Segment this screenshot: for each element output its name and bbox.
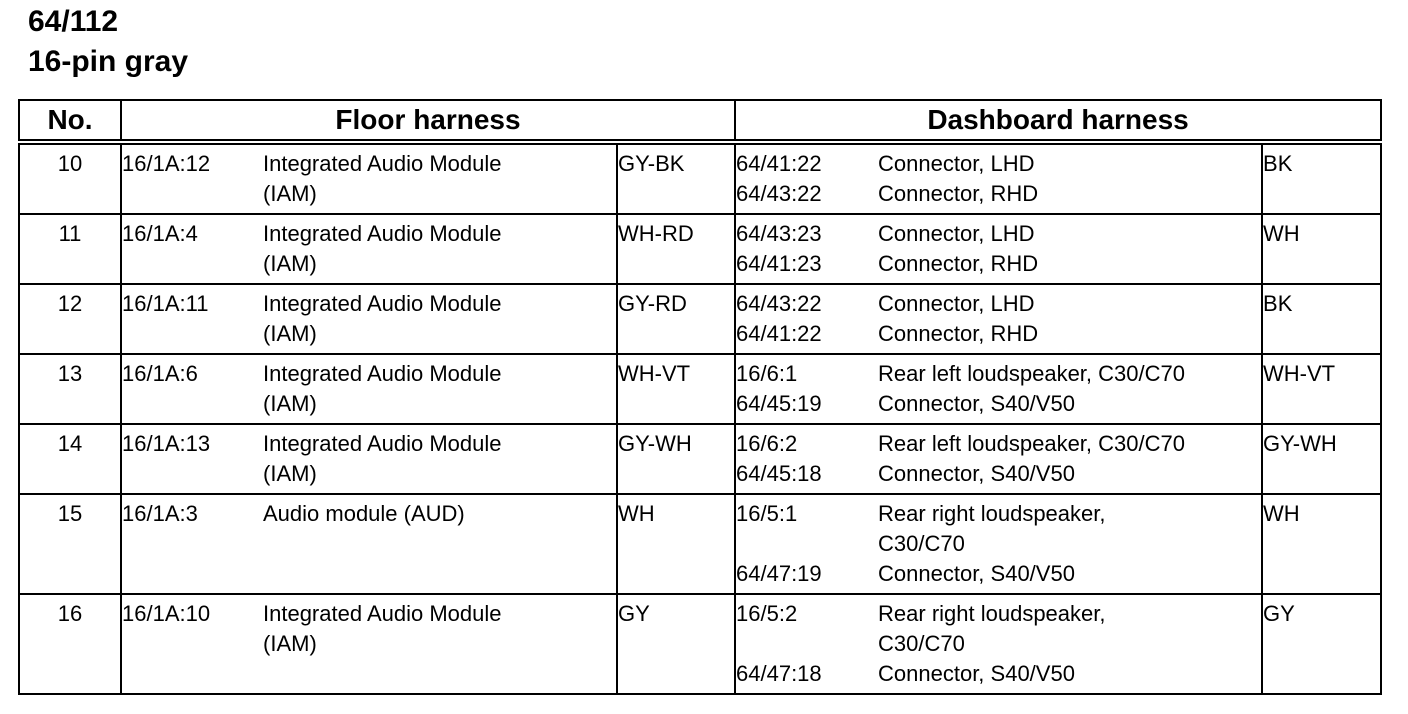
dashboard-description [878,289,1238,319]
dashboard-description-line: C30/C70 [878,531,965,556]
table-body [19,142,1381,694]
dashboard-description-line: Connector, S40/V50 [878,561,1075,586]
dashboard-pin: 64/45:19 [736,391,822,416]
floor-harness-cell [121,594,617,694]
dashboard-entry [736,659,1261,689]
floor-pin: 16/1A:6 [122,361,198,386]
dashboard-pin: 16/5:1 [736,501,798,526]
table-row [19,494,1381,594]
dashboard-description-line: C30/C70 [878,631,965,656]
floor-description-line: Integrated Audio Module [263,291,502,316]
dashboard-wire-color: BK [1262,142,1381,214]
floor-pin: 16/1A:13 [122,431,211,456]
dashboard-entry [736,319,1261,349]
floor-pin: 16/1A:3 [122,501,198,526]
table-row [19,424,1381,494]
dashboard-harness-cell [735,214,1262,284]
floor-description-line: Audio module (AUD) [263,501,465,526]
dashboard-description [878,459,1238,489]
pin-number: 16 [19,594,121,694]
dashboard-description [878,219,1238,249]
dashboard-pin: 64/43:22 [736,181,822,206]
floor-description-line: Integrated Audio Module [263,361,502,386]
dashboard-wire-color: GY-WH [1262,424,1381,494]
floor-description-line: Integrated Audio Module [263,431,502,456]
floor-description [263,359,593,419]
dashboard-entry [736,289,1261,319]
floor-description-line: Integrated Audio Module [263,221,502,246]
floor-description [263,149,593,209]
floor-description [263,289,593,349]
dashboard-entry [736,249,1261,279]
dashboard-description [878,359,1238,389]
table-row [19,594,1381,694]
floor-wire-color: GY [617,594,735,694]
dashboard-harness-cell [735,494,1262,594]
floor-harness-cell [121,284,617,354]
floor-pin: 16/1A:11 [122,291,209,316]
pin-number: 10 [19,142,121,214]
floor-description [263,429,593,489]
dashboard-harness-cell [735,142,1262,214]
dashboard-description-line: Connector, RHD [878,181,1039,206]
floor-description [263,599,593,659]
floor-description-line: (IAM) [263,321,317,346]
dashboard-entry [736,389,1261,419]
dashboard-pin: 64/43:22 [736,291,822,316]
dashboard-pin: 64/47:19 [736,561,822,586]
dashboard-description-line: Rear left loudspeaker, C30/C70 [878,361,1185,386]
dashboard-harness-cell [735,354,1262,424]
dashboard-description-line: Rear right loudspeaker, [878,501,1106,526]
dashboard-description-line: Connector, LHD [878,221,1035,246]
pin-number: 13 [19,354,121,424]
dashboard-pin: 64/45:18 [736,461,822,486]
floor-description-line: (IAM) [263,251,317,276]
dashboard-pin: 16/6:2 [736,431,798,456]
dashboard-entry [736,179,1261,209]
floor-description-line: (IAM) [263,391,317,416]
dashboard-description [878,599,1238,659]
dashboard-pin: 64/41:23 [736,251,822,276]
floor-pin: 16/1A:4 [122,221,198,246]
dashboard-pin: 64/43:23 [736,221,822,246]
floor-wire-color: WH [617,494,735,594]
dashboard-description-line: Connector, S40/V50 [878,661,1075,686]
floor-wire-color: WH-VT [617,354,735,424]
dashboard-description [878,389,1238,419]
header-dashboard-harness: Dashboard harness [735,100,1381,142]
header-floor-harness: Floor harness [121,100,735,142]
dashboard-description-line: Connector, LHD [878,151,1035,176]
floor-harness-cell [121,354,617,424]
dashboard-description-line: Connector, RHD [878,251,1039,276]
connector-description: 16-pin gray [28,45,189,78]
dashboard-entry [736,359,1261,389]
dashboard-description [878,559,1238,589]
dashboard-description-line: Rear left loudspeaker, C30/C70 [878,431,1185,456]
table-row [19,214,1381,284]
floor-description-line: (IAM) [263,631,317,656]
dashboard-description [878,319,1238,349]
dashboard-pin: 64/41:22 [736,151,822,176]
dashboard-wire-color: BK [1262,284,1381,354]
dashboard-harness-cell [735,424,1262,494]
dashboard-description [878,179,1238,209]
dashboard-description-line: Connector, S40/V50 [878,391,1075,416]
floor-harness-cell [121,494,617,594]
floor-description [263,499,593,529]
pin-number: 11 [19,214,121,284]
floor-description-line: (IAM) [263,181,317,206]
dashboard-entry [736,459,1261,489]
pin-number: 12 [19,284,121,354]
floor-description [263,219,593,279]
dashboard-entry [736,559,1261,589]
page-heading [28,2,188,82]
floor-description-line: Integrated Audio Module [263,151,502,176]
dashboard-pin: 64/41:22 [736,321,822,346]
pin-number: 14 [19,424,121,494]
pin-number: 15 [19,494,121,594]
dashboard-description-line: Rear right loudspeaker, [878,601,1106,626]
dashboard-description [878,659,1238,689]
table-row [19,354,1381,424]
dashboard-wire-color: GY [1262,594,1381,694]
table-row [19,284,1381,354]
connector-pin-table [18,99,1382,695]
dashboard-harness-cell [735,284,1262,354]
floor-description-line: Integrated Audio Module [263,601,502,626]
dashboard-pin: 16/6:1 [736,361,798,386]
floor-pin: 16/1A:10 [122,601,211,626]
dashboard-wire-color: WH-VT [1262,354,1381,424]
dashboard-description [878,249,1238,279]
dashboard-pin: 64/47:18 [736,661,822,686]
floor-description-line: (IAM) [263,461,317,486]
dashboard-entry [736,499,1261,559]
floor-wire-color: GY-BK [617,142,735,214]
table-row [19,142,1381,214]
dashboard-description [878,499,1238,559]
floor-wire-color: GY-RD [617,284,735,354]
floor-harness-cell [121,142,617,214]
table-header-row [19,100,1381,142]
dashboard-entry [736,219,1261,249]
dashboard-description-line: Connector, S40/V50 [878,461,1075,486]
floor-pin: 16/1A:12 [122,151,211,176]
dashboard-entry [736,429,1261,459]
dashboard-description [878,149,1238,179]
floor-harness-cell [121,214,617,284]
dashboard-wire-color: WH [1262,214,1381,284]
connector-number: 64/112 [28,5,119,38]
dashboard-description-line: Connector, LHD [878,291,1035,316]
dashboard-entry [736,599,1261,659]
dashboard-entry [736,149,1261,179]
dashboard-harness-cell [735,594,1262,694]
header-no: No. [19,100,121,142]
floor-harness-cell [121,424,617,494]
floor-wire-color: WH-RD [617,214,735,284]
floor-wire-color: GY-WH [617,424,735,494]
dashboard-wire-color: WH [1262,494,1381,594]
dashboard-pin: 16/5:2 [736,601,798,626]
dashboard-description-line: Connector, RHD [878,321,1039,346]
dashboard-description [878,429,1238,459]
